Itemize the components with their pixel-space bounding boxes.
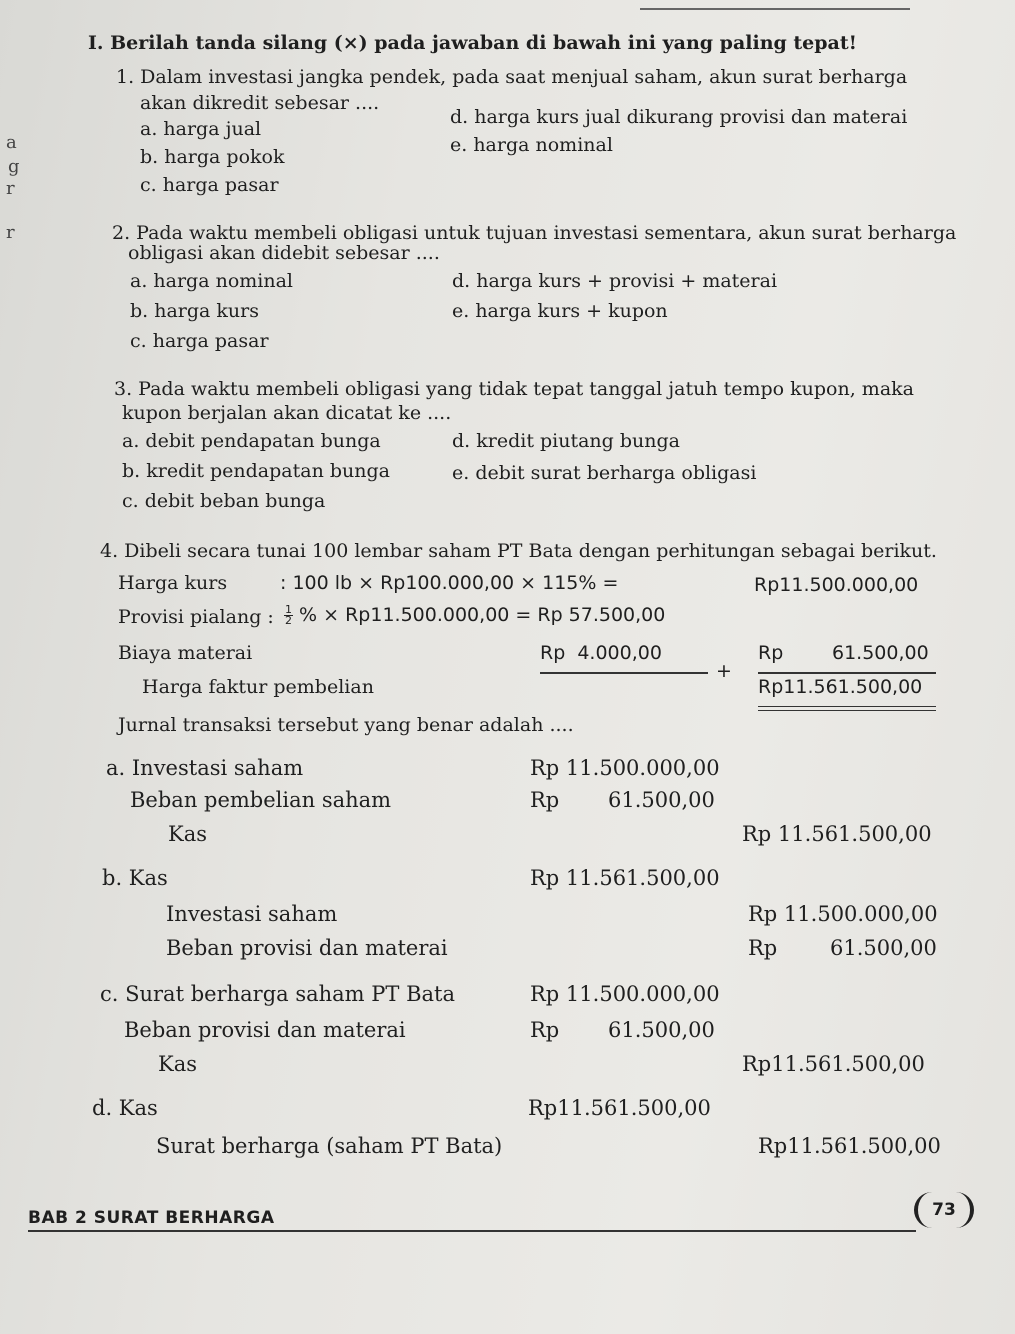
option-4a-row-2-label: Beban pembelian saham bbox=[130, 788, 392, 812]
option-1b[interactable]: b. harga pokok bbox=[140, 146, 285, 168]
option-4a-row-2-rp: Rp bbox=[530, 788, 560, 812]
option-3b[interactable]: b. kredit pendapatan bunga bbox=[122, 460, 390, 482]
question-4-prompt: Jurnal transaksi tersebut yang benar adalah .... bbox=[118, 714, 574, 736]
fraction-denominator: 2 bbox=[285, 614, 292, 627]
option-4c-row-2-label: Beban provisi dan materai bbox=[124, 1018, 406, 1042]
option-2b[interactable]: b. harga kurs bbox=[130, 300, 260, 322]
provisi-calculation: % × Rp11.500.000,00 = Rp 57.500,00 bbox=[299, 604, 666, 626]
option-4c-row-1-label: c. Surat berharga saham PT Bata bbox=[100, 982, 455, 1006]
option-4d-row-1-debit: Rp11.561.500,00 bbox=[528, 1096, 711, 1120]
option-4c-row-1-debit: Rp 11.500.000,00 bbox=[530, 982, 720, 1006]
option-1d[interactable]: d. harga kurs jual dikurang provisi dan materai bbox=[450, 106, 908, 128]
option-4a-row-1-debit: Rp 11.500.000,00 bbox=[530, 756, 720, 780]
faktur-double-underline-2 bbox=[758, 710, 936, 711]
option-4a-row-3-credit: Rp 11.561.500,00 bbox=[742, 822, 932, 846]
half-fraction bbox=[284, 605, 293, 626]
chapter-title: BAB 2 SURAT BERHARGA bbox=[28, 1208, 275, 1228]
page-number: 73 bbox=[914, 1192, 974, 1228]
option-4c-row-2-rp: Rp bbox=[530, 1018, 560, 1042]
option-2d[interactable]: d. harga kurs + provisi + materai bbox=[452, 270, 778, 292]
harga-kurs-label: Harga kurs bbox=[118, 572, 228, 594]
option-1c[interactable]: c. harga pasar bbox=[140, 174, 279, 196]
question-2-line-1: 2. Pada waktu membeli obligasi untuk tujuan investasi sementara, akun surat berharga bbox=[112, 222, 957, 244]
harga-kurs-value: Rp11.500.000,00 bbox=[754, 574, 919, 596]
plus-sign: + bbox=[716, 660, 732, 682]
question-4-line-1: 4. Dibeli secara tunai 100 lembar saham PT Bata dengan perhitungan sebagai berikut. bbox=[100, 540, 937, 562]
option-4b-row-3-label: Beban provisi dan materai bbox=[166, 936, 448, 960]
option-1a[interactable]: a. harga jual bbox=[140, 118, 262, 140]
option-4b-row-2-credit: Rp 11.500.000,00 bbox=[748, 902, 938, 926]
provisi-label: Provisi pialang : bbox=[118, 606, 274, 628]
subtotal-underline bbox=[758, 672, 936, 674]
option-4a-row-1-label: a. Investasi saham bbox=[106, 756, 304, 780]
option-4c-row-3-credit: Rp11.561.500,00 bbox=[742, 1052, 925, 1076]
footer-rule bbox=[28, 1230, 916, 1232]
option-1e[interactable]: e. harga nominal bbox=[450, 134, 613, 156]
option-4d-row-2-credit: Rp11.561.500,00 bbox=[758, 1134, 941, 1158]
option-2e[interactable]: e. harga kurs + kupon bbox=[452, 300, 668, 322]
option-4a-row-2-debit: 61.500,00 bbox=[608, 788, 715, 812]
question-1-line-1: 1. Dalam investasi jangka pendek, pada saat menjual saham, akun surat berharga bbox=[116, 66, 908, 88]
option-2a[interactable]: a. harga nominal bbox=[130, 270, 293, 292]
question-3-line-1: 3. Pada waktu membeli obligasi yang tidak tepat tanggal jatuh tempo kupon, maka bbox=[114, 378, 914, 400]
option-2c[interactable]: c. harga pasar bbox=[130, 330, 269, 352]
subtotal-value: 61.500,00 bbox=[832, 642, 929, 664]
option-3d[interactable]: d. kredit piutang bunga bbox=[452, 430, 680, 452]
option-4d-row-1-label: d. Kas bbox=[92, 1096, 158, 1120]
option-4b-row-1-debit: Rp 11.561.500,00 bbox=[530, 866, 720, 890]
question-2-line-2: obligasi akan didebit sebesar .... bbox=[128, 242, 440, 264]
margin-fragment: g bbox=[8, 156, 20, 177]
option-4b-row-3-credit: 61.500,00 bbox=[830, 936, 937, 960]
question-1-line-2: akan dikredit sebesar .... bbox=[140, 92, 380, 114]
option-4b-row-3-rp: Rp bbox=[748, 936, 778, 960]
option-4c-row-3-label: Kas bbox=[158, 1052, 197, 1076]
option-4a-row-3-label: Kas bbox=[168, 822, 207, 846]
provisi-calculation-row bbox=[284, 604, 665, 626]
materai-underline bbox=[540, 672, 708, 674]
instruction-heading: I. Berilah tanda silang (×) pada jawaban di bawah ini yang paling tepat! bbox=[88, 32, 857, 54]
fraction-numerator: 1 bbox=[285, 603, 292, 616]
option-3c[interactable]: c. debit beban bunga bbox=[122, 490, 326, 512]
option-3e[interactable]: e. debit surat berharga obligasi bbox=[452, 462, 757, 484]
top-rule bbox=[640, 8, 910, 10]
faktur-label: Harga faktur pembelian bbox=[142, 676, 374, 698]
option-4b-row-2-label: Investasi saham bbox=[166, 902, 338, 926]
option-4b-row-1-label: b. Kas bbox=[102, 866, 168, 890]
question-3-line-2: kupon berjalan akan dicatat ke .... bbox=[122, 402, 452, 424]
option-4d-row-2-label: Surat berharga (saham PT Bata) bbox=[156, 1134, 503, 1158]
faktur-value: Rp11.561.500,00 bbox=[758, 676, 923, 698]
option-4c-row-2-debit: 61.500,00 bbox=[608, 1018, 715, 1042]
margin-fragment: r bbox=[6, 222, 15, 243]
subtotal-rp: Rp bbox=[758, 642, 784, 664]
margin-fragment: a bbox=[6, 132, 17, 153]
materai-label: Biaya materai bbox=[118, 642, 253, 664]
materai-value: Rp 4.000,00 bbox=[540, 642, 662, 664]
harga-kurs-calculation: : 100 lb × Rp100.000,00 × 115% = bbox=[280, 572, 619, 594]
margin-fragment: r bbox=[6, 178, 15, 199]
faktur-double-underline-1 bbox=[758, 706, 936, 707]
option-3a[interactable]: a. debit pendapatan bunga bbox=[122, 430, 381, 452]
